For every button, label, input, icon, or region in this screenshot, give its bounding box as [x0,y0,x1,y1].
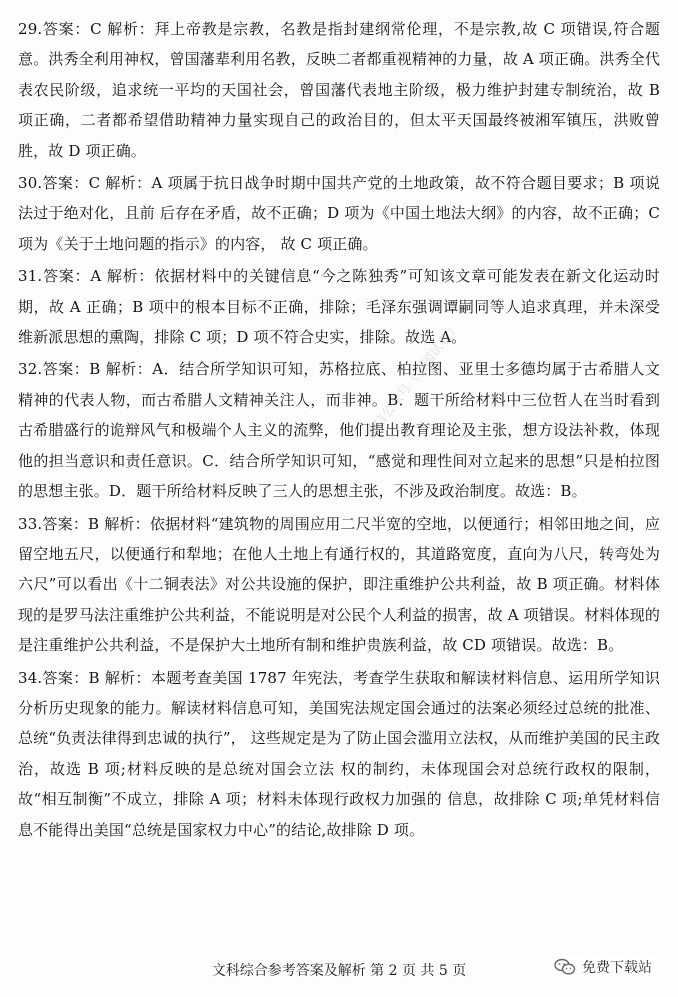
source-badge [550,955,656,979]
answer-32: 32.答案：B 解析：A．结合所学知识可知，苏格拉底、柏拉图、亚里士多德均属于古希腊人文精神的代表人物，而古希腊人文精神关注人，而非神。B．题干所给材料中三位哲人在当时看到古希腊盛行的诡辩风气和极端个人主义的流弊，他们提出教育理论及主张，想方设法补救，体现他的担当意识和责任意识。C．结合所学知识可知，“感觉和理性间对立起来的思想”只是柏拉图的思想主张。D．题干所给材料反映了三人的思想主张，不涉及政治制度。故选：B。 [18,360,660,501]
wechat-icon [554,958,576,976]
page-footer: 文科综合参考答案及解析 第 2 页 共 5 页 [211,963,467,979]
answer-31: 31.答案：A 解析：依据材料中的关键信息“今之陈独秀”可知该文章可能发表在新文化运动时期，故 A 正确；B 项中的根本目标不正确，排除；毛泽东强调谭嗣同等人追求真理，并未深受维新派思想的熏陶，排除 C 项；D 项不符合史实，排除。故选 A。 [18,267,660,347]
answer-34: 34.答案：B 解析：本题考查美国 1787 年宪法，考查学生获取和解读材料信息、运用所学知识分析历史现象的能力。解读材料信息可知，美国宪法规定国会通过的法案必须经过总统的批准、总统“负责法律得到忠诚的执行”， 这些规定是为了防止国会滥用立法权，从而维护美国的民主政治，故选 B 项;材料反映的是总统对国会立法 权的制约，未体现国会对总统行政权的限制，故“相互制衡”不成立，排除 A 项；材料未体现行政权力加强的 信息，故排除 C 项;单凭材料信息不能得出美国“总统是国家权力中心”的结论,故排除 D 项。 [18,668,660,839]
answer-30: 30.答案：C 解析：A 项属于抗日战争时期中国共产党的土地政策，故不符合题目要求；B 项说法过于绝对化，且前 后存在矛盾，故不正确；D 项为《中国土地法大纲》的内容，故不正确；C 项为《关于土地问题的指示》的内容， 故 C 项正确。 [18,174,660,253]
answer-29: 29.答案：C 解析：拜上帝教是宗教，名教是指封建纲常伦理，不是宗教,故 C 项错误,符合题意。洪秀全利用神权，曾国藩辈利用名教，反映二者都重视精神的力量，故 A 项正确。洪秀全代表农民阶级，追求统一平均的天国社会，曾国藩代表地主阶级，极力维护封建专制统治，故 B 项正确，二者都希望借助精神力量实现自己的政治目的，但太平天国最终被湘军镇压，洪败曾胜，故 D 项正确。 [18,20,660,160]
watermark-text: 微信公众号《全国试卷》 [363,319,464,442]
answer-content [18,14,660,847]
source-badge-label: 免费下载站 [582,960,652,976]
answer-33: 33.答案：B 解析：依据材料“建筑物的周围应用二尺半宽的空地，以便通行；相邻田地之间，应留空地五尺，以便通行和犁地；在他人土地上有通行权的，其道路宽度，直向为八尺，转弯处为六尺”可以看出《十二铜表法》对公共设施的保护，即注重维护公共利益，故 B 项正确。材料体现的是罗马法注重维护公共利益，不能说明是对公民个人利益的损害，故 A 项错误。材料体现的是注重维护公共利益，不是保护大土地所有制和维护贵族利益，故 CD 项错误。故选：B。 [18,514,660,655]
